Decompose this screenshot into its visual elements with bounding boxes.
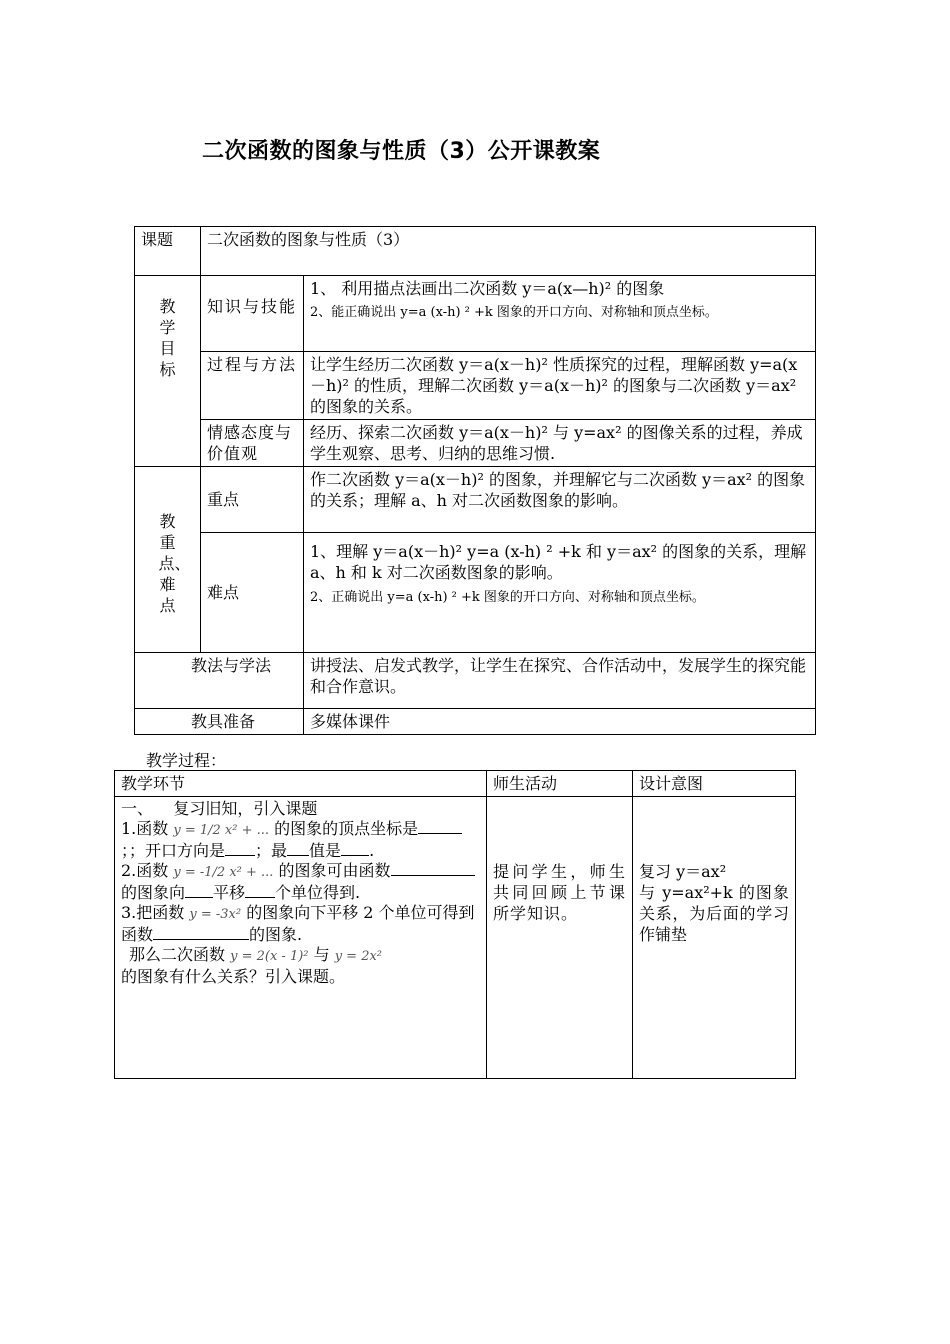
attitude-label: [201, 420, 304, 467]
lesson-plan-table: [134, 226, 816, 735]
question-2: [121, 861, 480, 903]
q3-prefix: 3.把函数: [121, 903, 185, 922]
q2-formula: y = -1/2 x² + ...: [173, 865, 274, 880]
question-1: 1.函数 y = 1/2 x² + ... 的图象的顶点坐标是；；开口方向是 ；最 值是 .: [121, 819, 480, 861]
step-title: 一、 复习旧知，引入课题: [121, 799, 318, 818]
difficulty-line2: 2、正确说出 y=a (x-h) ² +k 图象的开口方向、对称轴和顶点坐标。: [310, 590, 705, 605]
question-3: [121, 903, 480, 945]
page-title: 二次函数的图象与性质（3）公开课教案: [202, 139, 601, 164]
activity-content: 提问学生，师生共同回顾上节课所学知识。: [487, 797, 633, 1079]
q4-mid: 与: [313, 945, 330, 964]
question-4: [121, 945, 480, 967]
q1-blank-extreme[interactable]: [287, 841, 309, 856]
focus-content: 作二次函数 y＝a(x－h)² 的图象，并理解它与二次函数 y＝ax² 的图象的关系；理解 a、h 对二次函数图象的影响。: [304, 467, 816, 533]
intent-line2: 与 y=ax²+k 的图象关系，为后面的学习作铺垫: [639, 883, 789, 944]
focus-label: 重点: [201, 467, 304, 533]
knowledge-line1: 1、 利用描点法画出二次函数 y＝a(x—h)² 的图象: [310, 279, 665, 298]
process-table: [114, 770, 796, 1079]
q1-blank-direction[interactable]: [225, 841, 255, 856]
q2-prefix: 2.函数: [121, 861, 169, 880]
q1-prefix: 1.函数: [121, 819, 169, 838]
q3-text: 的图象向下平移 2 个单位可得到函数: [121, 903, 475, 944]
header-step: 教学环节: [115, 771, 487, 797]
q3-text2: 的图象.: [249, 925, 303, 944]
topic-label: 课题: [135, 227, 201, 276]
q2-text4: 个单位得到.: [275, 883, 361, 902]
q1-text: 的图象的顶点坐标是: [274, 819, 419, 838]
q2-blank-units[interactable]: [245, 883, 275, 898]
step-content: [115, 797, 487, 1079]
difficulty-label: 难点: [201, 533, 304, 653]
q1-blank-value[interactable]: [341, 841, 369, 856]
method-content: 讲授法、启发式教学，让学生在探究、合作活动中，发展学生的探究能和合作意识。: [304, 653, 816, 709]
difficulty-line1: 1、理解 y＝a(x－h)² y=a (x-h) ² +k 和 y＝ax² 的图象的关系，理解 a、h 和 k 对二次函数图象的影响。: [310, 542, 807, 582]
knowledge-label: [201, 276, 304, 352]
header-intent: 设计意图: [633, 771, 796, 797]
q2-blank-function[interactable]: [391, 861, 475, 876]
q4-formula2: y = 2x²: [334, 949, 383, 964]
topic-value: 二次函数的图象与性质（3）: [201, 227, 816, 276]
q3-blank-function[interactable]: [153, 925, 249, 940]
attitude-label-text: 情感态度与价值观: [207, 423, 293, 463]
q1-text3: ；最: [255, 841, 288, 860]
intent-line1: 复习 y＝ax²: [639, 862, 727, 881]
goals-label: [135, 276, 201, 467]
intent-content: [633, 797, 796, 1079]
method-label: 教法与学法: [135, 653, 304, 709]
knowledge-line2: 2、能正确说出 y=a (x-h) ² +k 图象的开口方向、对称轴和顶点坐标。: [310, 305, 718, 320]
q4-formula1: y = 2(x - 1)²: [230, 949, 309, 964]
q3-formula: y = -3x²: [189, 907, 242, 922]
keypoints-label-text: 教重点、难点: [158, 512, 191, 615]
q2-blank-direction[interactable]: [185, 883, 213, 898]
q4-prefix: 那么二次函数: [129, 945, 226, 964]
knowledge-content: [304, 276, 816, 352]
q1-text2: ；开口方向是: [129, 841, 226, 860]
difficulty-content: [304, 533, 816, 653]
q2-text2: 的图象向: [121, 883, 186, 902]
tools-content: 多媒体课件: [304, 709, 816, 735]
tools-label: 教具准备: [135, 709, 304, 735]
keypoints-label: [135, 467, 201, 653]
q1-formula: y = 1/2 x² + ...: [173, 823, 270, 838]
goals-label-text: 教学目标: [159, 297, 176, 379]
q2-text3: 平移: [213, 883, 246, 902]
header-activity: 师生活动: [487, 771, 633, 797]
process-heading: 教学过程：: [146, 751, 227, 770]
attitude-content: 经历、探索二次函数 y＝a(x－h)² 与 y=ax² 的图像关系的过程，养成学生观察、思考、归纳的思维习惯.: [304, 420, 816, 467]
process-method-content: 让学生经历二次函数 y＝a(x－h)² 性质探究的过程，理解函数 y=a(x－h)² 的性质，理解二次函数 y＝a(x－h)² 的图象与二次函数 y＝ax² 的图象的关系。: [304, 352, 816, 420]
knowledge-label-text: 知识与技能: [207, 297, 298, 316]
process-method-label-text: 过程与方法: [207, 355, 298, 374]
q1-text4: 值是: [309, 841, 342, 860]
q2-text: 的图象可由函数: [278, 861, 391, 880]
process-method-label: [201, 352, 304, 420]
question-4-end: 的图象有什么关系？引入课题。: [121, 967, 346, 986]
q1-blank-vertex[interactable]: [418, 819, 462, 834]
